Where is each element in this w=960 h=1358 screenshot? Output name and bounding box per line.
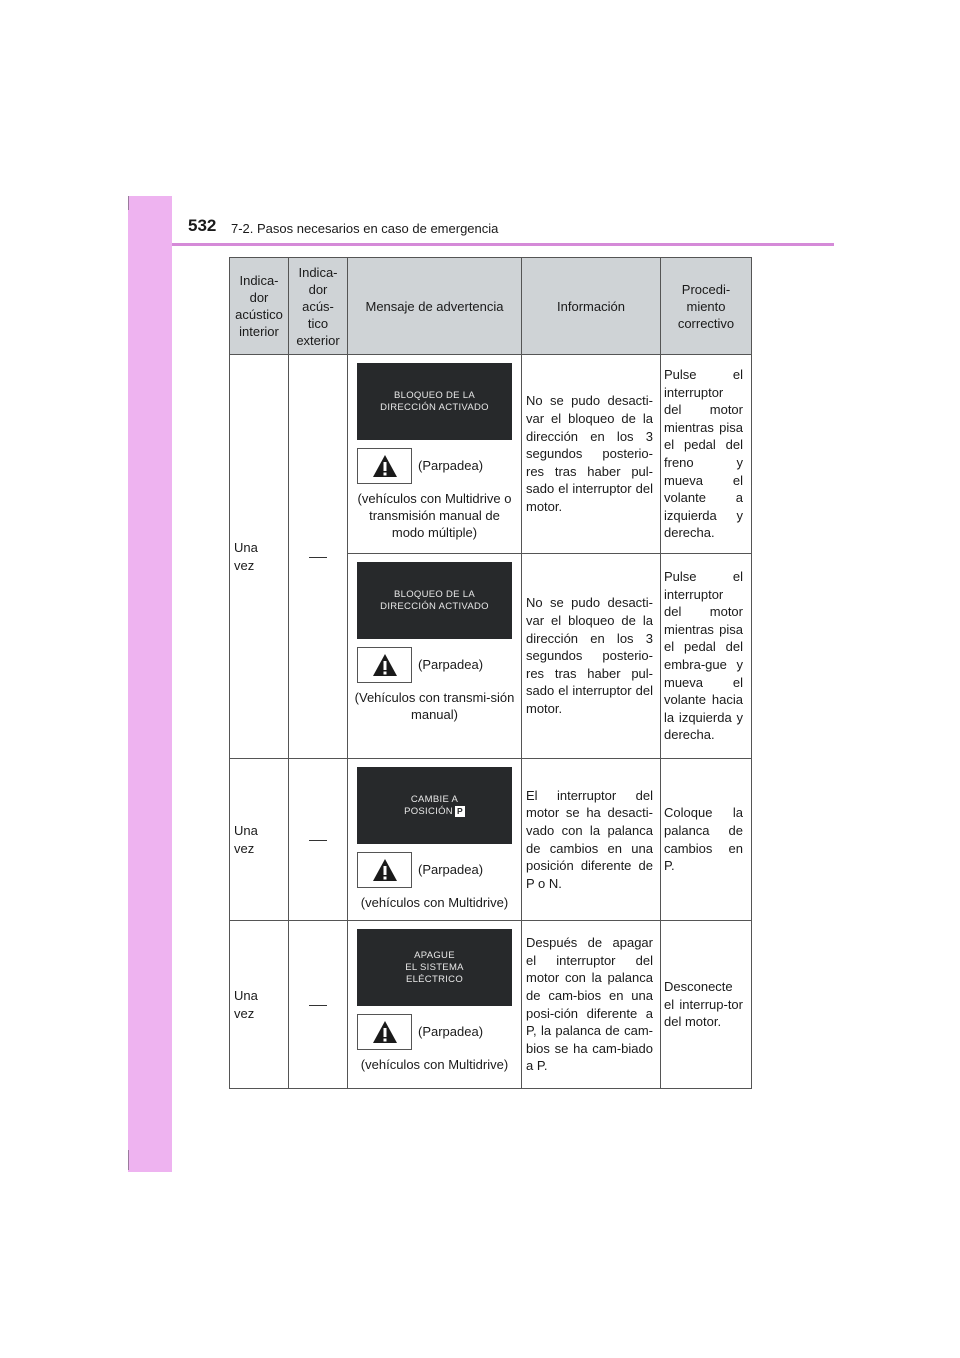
- info-cell: El interruptor del motor se ha desacti-vado con la palanca de cambios en una posición diferente de P o N.: [522, 759, 661, 921]
- interior-chime-cell: Una vez: [230, 759, 289, 921]
- display-screen: APAGUE EL SISTEMA ELÉCTRICO: [357, 929, 512, 1006]
- exterior-chime-cell: [289, 921, 348, 1089]
- table-row: [230, 759, 752, 921]
- page-number: 532: [188, 216, 217, 235]
- interior-chime-cell: Una vez: [230, 921, 289, 1089]
- procedure-cell: Pulse el interruptor del motor mientras pisa el pedal del embra-gue y mueva el volante hacia la izquierda y derecha.: [661, 554, 752, 759]
- vehicle-note: (vehículos con Multidrive o transmisión manual de modo múltiple): [357, 491, 512, 540]
- edge-tick: [128, 196, 129, 210]
- display-screen: CAMBIE A POSICIÓN P: [357, 767, 512, 844]
- blink-label: (Parpadea): [418, 1024, 484, 1040]
- section-tab-sidebar: [128, 196, 172, 1172]
- warning-triangle-icon: [357, 852, 412, 888]
- col-header-info: Información: [522, 258, 661, 355]
- warning-triangle-icon: [357, 448, 412, 484]
- col-header-exterior: Indica- dor acús- tico exterior: [289, 258, 348, 355]
- vehicle-note: (Vehículos con transmi-sión manual): [354, 690, 515, 722]
- info-cell: No se pudo desacti-var el bloqueo de la dirección en los 3 segundos posterio-res tras haber pul-sado el interruptor del motor.: [522, 554, 661, 759]
- col-header-message: Mensaje de advertencia: [348, 258, 522, 355]
- blink-label: (Parpadea): [418, 458, 484, 474]
- dash-mark: [309, 1005, 327, 1006]
- message-cell: [348, 759, 522, 921]
- table-header-row: [230, 258, 752, 355]
- col-header-procedure: Procedi- miento correctivo: [661, 258, 752, 355]
- vehicle-note: (vehículos con Multidrive): [360, 1057, 509, 1072]
- message-cell: [348, 554, 522, 759]
- interior-chime-cell: Una vez: [230, 355, 289, 759]
- dash-mark: [309, 840, 327, 841]
- info-cell: No se pudo desacti-var el bloqueo de la dirección en los 3 segundos posterio-res tras haber pul-sado el interruptor del motor.: [522, 355, 661, 554]
- p-position-badge: P: [456, 805, 463, 816]
- warning-triangle-icon: [357, 647, 412, 683]
- table-row: [230, 355, 752, 554]
- section-title: 7-2. Pasos necesarios en caso de emergencia: [231, 221, 499, 236]
- procedure-cell: Coloque la palanca de cambios en P.: [661, 759, 752, 921]
- warning-table: [229, 257, 752, 1089]
- vehicle-note: (vehículos con Multidrive): [360, 895, 509, 910]
- table-row: [230, 921, 752, 1089]
- exterior-chime-cell: [289, 355, 348, 759]
- message-cell: [348, 355, 522, 554]
- col-header-interior: Indica- dor acústico interior: [230, 258, 289, 355]
- blink-label: (Parpadea): [418, 657, 484, 673]
- dash-mark: [309, 557, 327, 558]
- exterior-chime-cell: [289, 759, 348, 921]
- procedure-cell: Desconecte el interrup-tor del motor.: [661, 921, 752, 1089]
- warning-triangle-icon: [357, 1014, 412, 1050]
- header-rule: [172, 243, 834, 246]
- blink-label: (Parpadea): [418, 862, 484, 878]
- message-cell: [348, 921, 522, 1089]
- info-cell: Después de apagar el interruptor del motor con la palanca de cam-bios en una posi-ción diferente a P, la palanca de cam-bios se ha cam-biado a P.: [522, 921, 661, 1089]
- procedure-cell: Pulse el interruptor del motor mientras pisa el pedal del freno y mueva el volante a izquierda y derecha.: [661, 355, 752, 554]
- edge-tick: [128, 1150, 129, 1170]
- display-screen: BLOQUEO DE LA DIRECCIÓN ACTIVADO: [357, 363, 512, 440]
- display-screen: BLOQUEO DE LA DIRECCIÓN ACTIVADO: [357, 562, 512, 639]
